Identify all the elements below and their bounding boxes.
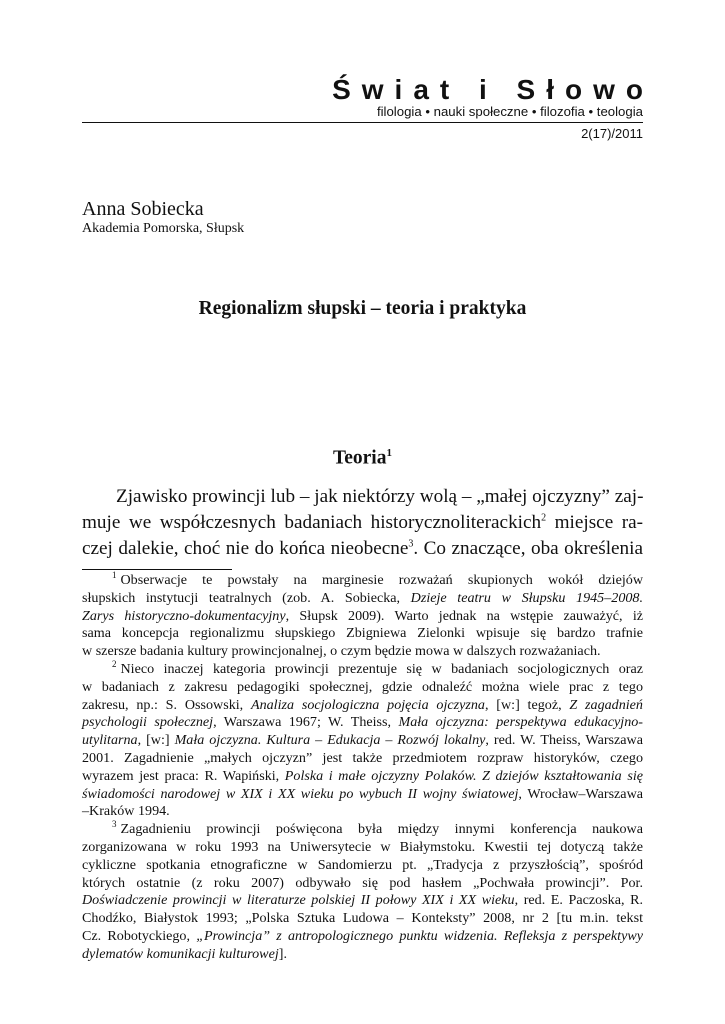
footnote-2-line-6: 2001. Zagadnienie „małych ojczyzn” jest także przedmiotem rozpraw historyków, czego (82, 749, 643, 766)
footnote-ref-2[interactable]: 2 (541, 512, 547, 524)
footnote-3-line-8 (82, 946, 643, 964)
footnote-3-line-6: Chodźko, Białystok 1993; „Polska Sztuka Ludowa – Konteksty” 2008, nr 2 [tu m.in. tekst (82, 910, 643, 927)
fn2-l5i: utylitarna (82, 732, 138, 749)
body-line-1: Zjawisko prowincji lub – jak niektórzy wolą – „małej ojczyzny” zaj- (116, 486, 644, 507)
footnotes (82, 572, 643, 964)
journal-title: Świat i Słowo (332, 74, 654, 105)
fn2-l5b: , [w:] (137, 732, 175, 749)
body-line-3a: czej dalekie, choć nie do końca nieobecne (82, 538, 409, 559)
footnote-3-number: 3 (112, 819, 117, 830)
footnote-2-line-3 (82, 697, 643, 715)
fn2-l5i2: Mała ojczyzna. Kultura – Edukacja – Rozwój lokalny (174, 732, 486, 749)
footnote-3-line-7 (82, 928, 643, 946)
footnote-ref-1[interactable]: 1 (386, 447, 392, 459)
journal-subtitle: filologia • nauki społeczne • filozofia • teologia (376, 104, 643, 119)
footnote-2-line-9: –Kraków 1994. (82, 803, 170, 820)
fn3-l1: Zagadnieniu prowincji poświęcona była między innymi konferencja naukowa (120, 821, 643, 838)
body-line-2b: miejsce ra- (546, 512, 644, 533)
fn1-l3i: Zarys historyczno-dokumentacyjny (82, 607, 286, 624)
fn2-l3a: zakresu, np.: S. Ossowski, (82, 696, 251, 713)
fn2-l3i: Analiza socjologiczna pojęcia ojczyzna (250, 696, 485, 713)
fn2-l4i: psychologii społecznej (82, 714, 214, 731)
body-line-3b: . Co znaczące, oba określenia (413, 538, 643, 559)
fn2-l7i: Polska i małe ojczyzny Polaków. Z dziejów kształtowania się (284, 767, 644, 784)
body-line-2a: muje we współczesnych badaniach historycznoliterackich (82, 512, 542, 533)
fn1-l3b: , Słupsk 2009). Warto jednak na wstępie zauważyć, iż (285, 607, 643, 624)
body-paragraph (82, 484, 643, 562)
footnote-1-line-5: w szersze badania kultury prowincjonalnej, o czym będzie mowa w dalszych rozważaniach. (82, 643, 601, 660)
footnote-1-number: 1 (112, 570, 117, 581)
fn1-l2i: Dzieje teatru w Słupsku 1945–2008. (410, 589, 643, 606)
fn3-l7a: Cz. Robotyckiego, (82, 927, 197, 944)
footnote-2-line-1 (82, 661, 643, 679)
footnote-rule (82, 569, 232, 570)
fn2-l3i2: Z zagadnień (569, 696, 643, 713)
footnote-1-line-1 (82, 572, 643, 590)
author-affiliation: Akademia Pomorska, Słupsk (82, 221, 245, 236)
fn2-l4b: , Warszawa 1967; W. Theiss, (213, 714, 399, 731)
fn2-l8i: świadomości narodowej w XIX i XX wieku po wybuch II wojny światowej (82, 785, 519, 802)
footnote-3-line-4: których ostatnie (z roku 2007) odbywało się pod hasłem „Pochwała prowincji”. Por. (82, 874, 643, 891)
fn2-l1: Nieco inaczej kategoria prowincji prezentuje się w badaniach socjologicznych oraz (120, 660, 643, 677)
footnote-1-line-4: sama koncepcja regionalizmu słupskiego Zbigniewa Zielonki wpisuje się bardzo trafnie (82, 625, 643, 642)
fn2-l4i2: Mała ojczyzna: perspektywa edukacyjno- (398, 714, 643, 731)
fn2-l8b: , Wrocław–Warszawa (518, 785, 644, 802)
fn3-l8b: ]. (278, 945, 287, 962)
footnote-2-line-8 (82, 786, 643, 804)
footnote-3-line-3: cykliczne spotkania etnograficzne w Sandomierzu pt. „Tradycja z przyszłością”, spośród (82, 856, 643, 873)
body-line-3 (82, 536, 643, 562)
fn3-l5i: Doświadczenie prowincji w literaturze polskiej II połowy XIX i XX wieku (82, 892, 515, 909)
section-heading-text: Teoria (333, 447, 387, 469)
footnote-2-line-7 (82, 768, 643, 786)
footnote-2-line-5 (82, 732, 643, 750)
article-title: Regionalizm słupski – teoria i praktyka (198, 298, 527, 319)
footnote-2-line-4 (82, 714, 643, 732)
footnote-1-line-3 (82, 608, 643, 626)
footnote-3-line-2: zorganizowana w roku 1993 na Uniwersytecie w Białymstoku. Kwestii tej dotyczą także (82, 838, 643, 855)
fn3-l8i: dylematów komunikacji kulturowej (82, 945, 279, 962)
fn3-l5b: , red. E. Paczoska, R. (514, 892, 643, 909)
footnote-2-line-2: w badaniach z zakresu pedagogiki społecznej, gdzie odnaleźć można wiele prac z tego (82, 678, 643, 695)
section-heading (82, 447, 643, 470)
footnote-2-number: 2 (112, 659, 117, 670)
fn1-l2a: słupskich instytucji teatralnych (zob. A. Sobiecka, (82, 589, 411, 606)
fn2-l3b: , [w:] tegoż, (484, 696, 570, 713)
footnote-3-line-1 (82, 821, 643, 839)
footnote-1-line-2 (82, 590, 643, 608)
fn1-l1: Obserwacje te powstały na marginesie rozważań skupionych wokół dziejów (120, 572, 643, 588)
fn2-l5c: , red. W. Theiss, Warszawa (485, 732, 643, 749)
author-name: Anna Sobiecka (82, 198, 204, 220)
header-rule (82, 122, 643, 123)
fn2-l7a: wyrazem jest praca: R. Wapiński, (82, 767, 285, 784)
fn3-l7i: „Prowincja” z antropologicznego punktu widzenia. Refleksja z perspektywy (196, 927, 643, 944)
footnote-3-line-5 (82, 892, 643, 910)
issue-number: 2(17)/2011 (581, 126, 643, 141)
body-line-2 (82, 510, 643, 536)
footnote-ref-3[interactable]: 3 (408, 538, 414, 550)
